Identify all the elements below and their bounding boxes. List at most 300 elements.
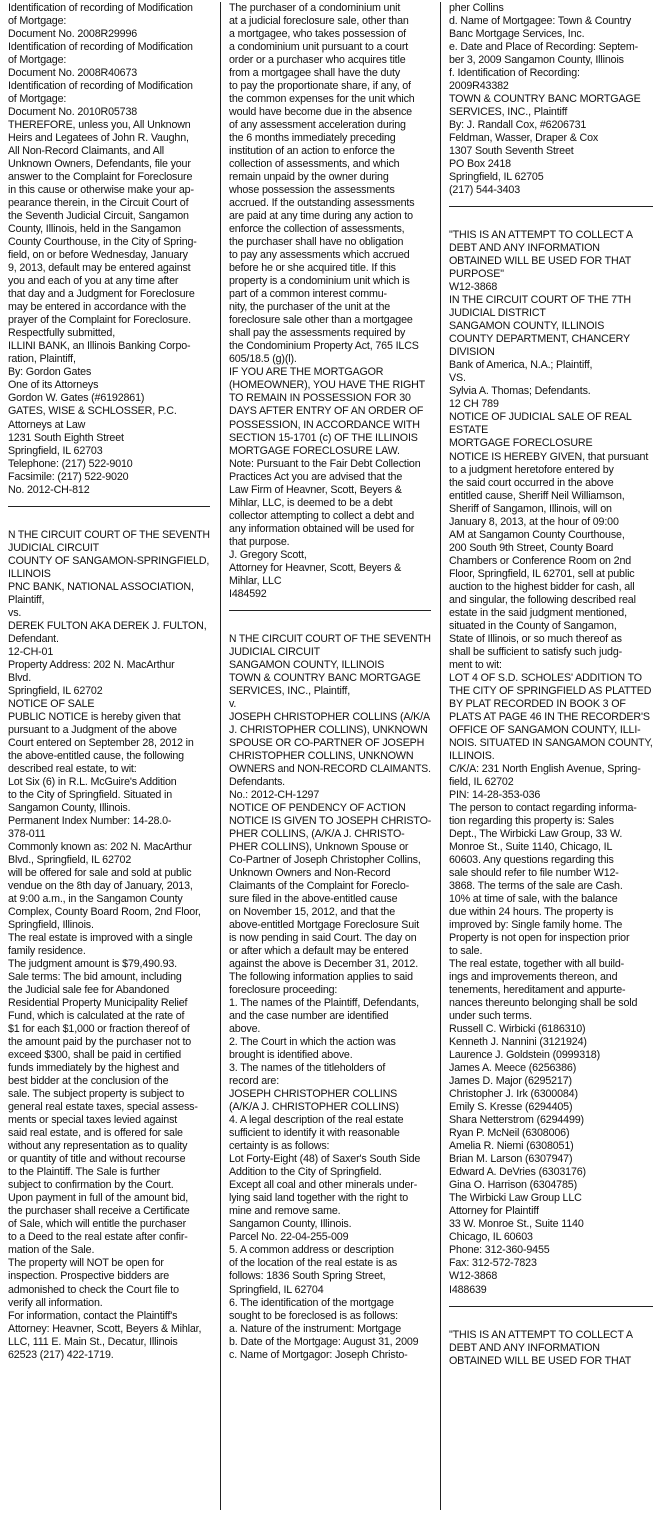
notice-line: (A/K/A J. CHRISTOPHER COLLINS) — [229, 1101, 399, 1114]
notice-line: whose possession the assessments — [229, 184, 395, 197]
notice-line: Document No. 2008R29996 — [8, 28, 138, 41]
notice-line: PUBLIC NOTICE is hereby given that — [8, 710, 181, 723]
notice-line: Attorney for Heavner, Scott, Beyers & — [229, 561, 402, 574]
notice-line: W12-3868 — [449, 281, 498, 294]
notice-line: field, on or before Wednesday, January — [8, 249, 188, 262]
notice-line: or after which a default may be entered — [229, 945, 409, 958]
notice-line: at 9:00 a.m., in the Sangamon County — [8, 893, 183, 906]
notice-line: enforce the collection of assessments, — [229, 223, 405, 236]
notice-line: Emily S. Kresse (6294405) — [449, 1101, 573, 1114]
notice-line: record are: — [229, 1075, 280, 1088]
notice-line: described real estate, to wit: — [8, 762, 137, 775]
notice-line: you and each of you at any time after — [8, 275, 179, 288]
notice-line: to pay the proportionate share, if any, of — [229, 80, 411, 93]
notice-line: at a judicial foreclosure sale, other than — [229, 15, 409, 28]
notice-line: nity, the purchaser of the unit at the — [229, 301, 391, 314]
notice-line: Permanent Index Number: 14-28.0- — [8, 814, 172, 827]
notice-line: without any representation as to quality — [8, 1140, 188, 1153]
notice-line: The real estate, together with all build- — [449, 958, 625, 971]
notice-line: 12 CH 789 — [449, 398, 499, 411]
notice-line: James D. Major (6295217) — [449, 1075, 572, 1088]
notice-line: funds immediately by the highest and — [8, 1062, 180, 1075]
notice-line: LLC, 111 E. Main St., Decatur, Illinois — [8, 1335, 178, 1348]
notice-line: The person to contact regarding informa- — [449, 801, 637, 814]
notice-line: improved by: Single family home. The — [449, 919, 623, 932]
notice-line: Springfield, Illinois. — [8, 919, 94, 932]
notice-line: are paid at any time during any action to — [229, 210, 413, 223]
notice-line: JOSEPH CHRISTOPHER COLLINS (A/K/A — [229, 710, 430, 723]
notice-line: Identification of recording of Modification — [8, 41, 193, 54]
notice-line: the purchaser shall have no obligation — [229, 236, 404, 249]
notice-line: to the City of Springfield. Situated in — [8, 788, 173, 801]
legal-notice — [229, 633, 431, 1362]
notice-line: said real estate, and is offered for sale — [8, 1127, 183, 1140]
notice-line: N THE CIRCUIT COURT OF THE SEVENTH — [8, 528, 210, 541]
notice-line: Chambers or Conference Room on 2nd — [449, 554, 632, 567]
notice-line: Sangamon County, Illinois. — [229, 1218, 352, 1231]
notice-line: or quantity of title and without recourse — [8, 1153, 186, 1166]
notice-line: verify all information. — [8, 1296, 103, 1309]
column-3 — [449, 2, 653, 1510]
notice-line: property is a condominium unit which is — [229, 275, 410, 288]
notice-separator — [8, 506, 210, 507]
notice-line: 10% at time of sale, with the balance — [449, 893, 618, 906]
notice-line: Except all coal and other minerals under- — [229, 1179, 418, 1192]
notice-line: sure filed in the above-entitled cause — [229, 893, 398, 906]
notice-line: of Mortgage: — [8, 15, 67, 28]
notice-line: c. Name of Mortgagor: Joseph Christo- — [229, 1348, 408, 1361]
notice-line: in this cause or otherwise make your ap- — [8, 184, 194, 197]
notice-line: estate in the said judgment mentioned, — [449, 606, 627, 619]
notice-line: SPOUSE OR CO-PARTNER OF JOSEPH — [229, 736, 425, 749]
legal-notice — [449, 229, 653, 1296]
notice-line: COUNTY OF SANGAMON-SPRINGFIELD, — [8, 554, 210, 567]
notice-line: v. — [229, 697, 237, 710]
notice-line: the common expenses for the unit which — [229, 93, 415, 106]
notice-line: DEREK FULTON AKA DEREK J. FULTON, — [8, 619, 207, 632]
notice-line: Property is not open for inspection prior — [449, 932, 630, 945]
notice-line: sale. The subject property is subject to — [8, 1088, 185, 1101]
notice-line: NOTICE OF PENDENCY OF ACTION — [229, 801, 406, 814]
notice-line: Banc Mortgage Services, Inc. — [449, 28, 585, 41]
legal-notice — [8, 529, 210, 1362]
notice-line: PLATS AT PAGE 46 IN THE RECORDER'S — [449, 710, 650, 723]
notice-line: 1. The names of the Plaintiff, Defendants, — [229, 997, 419, 1010]
notice-line: DEBT AND ANY INFORMATION — [449, 242, 600, 255]
notice-line: PO Box 2418 — [449, 158, 511, 171]
notice-line: Sylvia A. Thomas; Defendants. — [449, 385, 591, 398]
notice-line: PIN: 14-28-353-036 — [449, 788, 541, 801]
notice-line: (217) 544-3403 — [449, 184, 520, 197]
notice-line: The Wirbicki Law Group LLC — [449, 1192, 582, 1205]
notice-line: SECTION 15-1701 (c) OF THE ILLINOIS — [229, 431, 418, 444]
notice-line: Amelia R. Niemi (6308051) — [449, 1140, 574, 1153]
notice-line: Facsimile: (217) 522-9020 — [8, 470, 129, 483]
notice-line: Shara Netterstrom (6294499) — [449, 1114, 584, 1127]
notice-line: Sheriff of Sangamon, Illinois, will on — [449, 502, 612, 515]
notice-line: Attorney for Plaintiff — [449, 1205, 539, 1218]
notice-line: exceed $300, shall be paid in certified — [8, 1049, 181, 1062]
notice-line: will be offered for sale and sold at public — [8, 867, 192, 879]
notice-line: Floor, Springfield, IL 62701, sell at public — [449, 567, 635, 580]
notice-line: By: J. Randall Cox, #6206731 — [449, 119, 587, 132]
notice-line: mation of the Sale. — [8, 1244, 95, 1257]
notice-line: b. Date of the Mortgage: August 31, 2009 — [229, 1335, 419, 1348]
notice-line: 33 W. Monroe St., Suite 1140 — [449, 1218, 584, 1231]
notice-line: Respectfully submitted, — [8, 327, 116, 340]
notice-line: 2. The Court in which the action was — [229, 1036, 396, 1049]
notice-line: Springfield, IL 62705 — [449, 171, 544, 184]
notice-line: Sale terms: The bid amount, including — [8, 971, 182, 984]
notice-line: 1307 South Seventh Street — [449, 145, 574, 158]
notice-line: For information, contact the Plaintiff's — [8, 1309, 178, 1322]
notice-line: ILLINOIS. — [449, 749, 495, 762]
legal-notice — [449, 1329, 653, 1368]
notice-line: of Mortgage: — [8, 54, 67, 67]
notice-line: Complex, County Board Room, 2nd Floor, — [8, 906, 201, 919]
notice-line: subject to confirmation by the Court. — [8, 1179, 174, 1192]
notice-line: of any assessment acceleration during — [229, 119, 406, 132]
notice-line: ber 3, 2009 Sangamon County, Illinois — [449, 54, 624, 67]
notice-line: is now pending in said Court. The day on — [229, 932, 417, 945]
newspaper-legal-notices-page — [8, 2, 653, 1510]
notice-line: field, IL 62702 — [449, 775, 514, 788]
notice-line: of the location of the real estate is as — [229, 1257, 398, 1270]
notice-line: PHER COLLINS, (A/K/A J. CHRISTO- — [229, 827, 405, 840]
notice-line: Plaintiff, — [8, 593, 45, 606]
notice-line: JOSEPH CHRISTOPHER COLLINS — [229, 1088, 398, 1101]
notice-line: shall pay the assessments required by — [229, 327, 406, 340]
notice-line: and singular, the following described real — [449, 593, 636, 606]
notice-line: before he or she acquired title. If this — [229, 262, 396, 275]
notice-line: JUDICIAL CIRCUIT — [8, 541, 100, 554]
notice-line: C/K/A: 231 North English Avenue, Spring- — [449, 762, 641, 775]
notice-line: pursuant to a Judgment of the above — [8, 723, 177, 736]
notice-line: Document No. 2008R40673 — [8, 67, 138, 80]
notice-line: Fax: 312-572-7823 — [449, 1257, 537, 1270]
notice-line: THEREFORE, unless you, All Unknown — [8, 119, 191, 132]
notice-line: Defendants. — [229, 775, 285, 788]
notice-line: the said court occurred in the above — [449, 476, 614, 489]
notice-line: a mortgagee, who takes possession of — [229, 28, 406, 41]
notice-line: Lot Forty-Eight (48) of Saxer's South Side — [229, 1153, 421, 1166]
notice-line: Upon payment in full of the amount bid, — [8, 1192, 189, 1205]
notice-line: ration, Plaintiff, — [8, 353, 76, 366]
notice-line: inspection. Prospective bidders are — [8, 1270, 170, 1283]
notice-line: Document No. 2010R05738 — [8, 106, 138, 119]
notice-line: No. 2012-CH-812 — [8, 483, 90, 496]
notice-line: AM at Sangamon County Courthouse, — [449, 528, 625, 541]
notice-line: situated in the County of Sangamon, — [449, 619, 617, 632]
notice-line: auction to the highest bidder for cash, all — [449, 580, 635, 593]
notice-line: The real estate is improved with a single — [8, 932, 193, 945]
notice-line: answer to the Complaint for Foreclosure — [8, 171, 193, 184]
notice-line: ings and improvements thereon, and — [449, 971, 618, 984]
notice-line: One of its Attorneys — [8, 379, 99, 392]
notice-line: vendue on the 8th day of January, 2013, — [8, 880, 193, 893]
notice-line: JUDICIAL CIRCUIT — [229, 645, 321, 658]
notice-line: of Mortgage: — [8, 93, 67, 106]
notice-line: Attorneys at Law — [8, 418, 86, 431]
notice-line: James A. Meece (6256386) — [449, 1062, 577, 1075]
notice-line: SERVICES, INC., Plaintiff, — [229, 684, 351, 697]
notice-line: Edward A. DeVries (6303176) — [449, 1166, 586, 1179]
notice-line: County Courthouse, in the City of Spring- — [8, 236, 197, 249]
notice-line: NOTICE IS HEREBY GIVEN, that pursuant — [449, 450, 649, 463]
column-1 — [8, 2, 210, 1510]
notice-line: Parcel No. 22-04-255-009 — [229, 1231, 349, 1244]
notice-line: Co-Partner of Joseph Christopher Collins, — [229, 853, 421, 866]
notice-line: BY PLAT RECORDED IN BOOK 3 OF — [449, 697, 626, 710]
notice-line: admonished to check the Court file to — [8, 1283, 179, 1296]
notice-line: Gina O. Harrison (6304785) — [449, 1179, 577, 1192]
notice-line: e. Date and Place of Recording: Septem- — [449, 41, 639, 54]
notice-line: the Condominium Property Act, 765 ILCS — [229, 340, 419, 353]
notice-line: Attorney: Heavner, Scott, Beyers & Mihlar, — [8, 1322, 202, 1335]
notice-line: a. Nature of the instrument: Mortgage — [229, 1322, 402, 1335]
notice-line: 200 South 9th Street, County Board — [449, 541, 614, 554]
notice-line: accrued. If the outstanding assessments — [229, 197, 415, 210]
column-divider — [220, 2, 221, 1510]
notice-line: 9, 2013, default may be entered against — [8, 262, 191, 275]
notice-line: entitled cause, Sheriff Neil Williamson, — [449, 489, 625, 502]
notice-line: Ryan P. McNeil (6308006) — [449, 1127, 570, 1140]
notice-line: Law Firm of Heavner, Scott, Beyers & — [229, 483, 402, 496]
notice-line: Bank of America, N.A.; Plaintiff, — [449, 359, 593, 372]
notice-line: under such terms. — [449, 1010, 532, 1023]
notice-line: pher Collins — [449, 2, 504, 14]
notice-line: Commonly known as: 202 N. MacArthur — [8, 840, 192, 853]
notice-line: Feldman, Wasser, Draper & Cox — [449, 132, 599, 145]
notice-line: No.: 2012-CH-1297 — [229, 788, 320, 801]
notice-line: Blvd., Springfield, IL 62702 — [8, 853, 132, 866]
notice-line: All Non-Record Claimants, and All — [8, 145, 165, 158]
notice-line: Practices Act you are advised that the — [229, 470, 403, 483]
notice-line: Addition to the City of Springfield. — [229, 1166, 382, 1179]
notice-line: order or a purchaser who acquires title — [229, 54, 406, 67]
notice-line: prayer of the Complaint for Foreclosure. — [8, 314, 191, 327]
notice-line: Phone: 312-360-9455 — [449, 1244, 550, 1257]
notice-line: Residential Property Municipality Relief — [8, 997, 188, 1010]
notice-line: 3. The names of the titleholders of — [229, 1062, 386, 1075]
notice-line: PHER COLLINS), Unknown Spouse or — [229, 840, 409, 853]
notice-line: sufficient to identify it with reasonable — [229, 1127, 400, 1140]
notice-line: would have become due in the absence — [229, 106, 412, 119]
notice-line: SANGAMON COUNTY, ILLINOIS — [449, 320, 605, 333]
notice-line: of Sale, which will entitle the purchaser — [8, 1218, 187, 1231]
notice-line: from a mortgagee shall have the duty — [229, 67, 401, 80]
notice-line: any information obtained will be used for — [229, 522, 415, 535]
notice-line: MORTGAGE FORECLOSURE — [449, 437, 593, 450]
notice-separator — [449, 206, 653, 207]
notice-line: PNC BANK, NATIONAL ASSOCIATION, — [8, 580, 194, 593]
legal-notice — [449, 2, 653, 197]
notice-line: Gordon W. Gates (#6192861) — [8, 392, 145, 405]
notice-line: sought to be foreclosed is as follows: — [229, 1309, 398, 1322]
notice-line: Laurence J. Goldstein (0999318) — [449, 1049, 601, 1062]
notice-line: nances thereunto belonging shall be sold — [449, 997, 638, 1010]
notice-line: Mihlar, LLC, is deemed to be a debt — [229, 496, 393, 509]
notice-line: institution of an action to enforce the — [229, 145, 395, 158]
notice-line: (HOMEOWNER), YOU HAVE THE RIGHT — [229, 379, 426, 392]
notice-line: Dept., The Wirbicki Law Group, 33 W. — [449, 827, 623, 840]
notice-line: lying said land together with the right to — [229, 1192, 409, 1205]
notice-line: tenements, hereditament and appurte- — [449, 984, 626, 997]
column-2 — [229, 2, 431, 1510]
notice-line: the Judicial sale fee for Abandoned — [8, 984, 170, 997]
notice-line: to a Deed to the real estate after confir- — [8, 1231, 188, 1244]
notice-line: Chicago, IL 60603 — [449, 1231, 533, 1244]
notice-line: a condominium unit pursuant to a court — [229, 41, 409, 54]
notice-line: Christopher J. Irk (6300084) — [449, 1088, 578, 1101]
notice-line: COUNTY DEPARTMENT, CHANCERY — [449, 333, 631, 346]
notice-line: IF YOU ARE THE MORTGAGOR — [229, 366, 384, 379]
notice-line: Defendant. — [8, 632, 59, 645]
notice-line: DEBT AND ANY INFORMATION — [449, 1341, 600, 1354]
notice-line: Note: Pursuant to the Fair Debt Collection — [229, 457, 421, 470]
notice-line: SANGAMON COUNTY, ILLINOIS — [229, 658, 385, 671]
notice-line: the above-entitled cause, the following — [8, 749, 184, 762]
notice-line: 2009R43382 — [449, 80, 509, 93]
notice-line: on November 15, 2012, and that the — [229, 906, 396, 919]
notice-line: pearance therein, in the Circuit Court of — [8, 197, 189, 210]
notice-line: mine and remove same. — [229, 1205, 341, 1218]
notice-line: OBTAINED WILL BE USED FOR THAT — [449, 255, 632, 268]
notice-line: OWNERS and NON-RECORD CLAIMANTS. — [229, 762, 431, 775]
notice-line: part of a common interest commu- — [229, 288, 387, 301]
notice-line: to the Plaintiff. The Sale is further — [8, 1166, 161, 1179]
notice-separator — [449, 1306, 653, 1307]
notice-line: Identification of recording of Modification — [8, 2, 193, 14]
notice-line: d. Name of Mortgagee: Town & Country — [449, 15, 632, 28]
notice-line: ESTATE — [449, 424, 489, 437]
notice-line: NOTICE IS GIVEN TO JOSEPH CHRISTO- — [229, 814, 431, 827]
notice-line: ILLINI BANK, an Illinois Banking Corpo- — [8, 340, 191, 353]
notice-line: 1231 South Eighth Street — [8, 431, 124, 444]
notice-line: ILLINOIS — [8, 567, 51, 580]
notice-line: certainty is as follows: — [229, 1140, 330, 1153]
notice-line: The purchaser of a condominium unit — [229, 2, 401, 14]
notice-line: brought is identified above. — [229, 1049, 353, 1062]
notice-line: Identification of recording of Modification — [8, 80, 193, 93]
notice-line: JUDICIAL DISTRICT — [449, 307, 546, 320]
notice-line: may be entered in accordance with the — [8, 301, 187, 314]
notice-line: 62523 (217) 422-1719. — [8, 1348, 114, 1361]
notice-line: f. Identification of Recording: — [449, 67, 580, 80]
notice-line: Springfield, IL 62702 — [8, 684, 103, 697]
notice-line: best bidder at the conclusion of the — [8, 1075, 169, 1088]
notice-line: Springfield, IL 62704 — [229, 1283, 324, 1296]
notice-line: Unknown Owners, Defendants, file your — [8, 158, 191, 171]
notice-line: Kenneth J. Nannini (3121924) — [449, 1036, 587, 1049]
notice-line: Property Address: 202 N. MacArthur — [8, 658, 175, 671]
notice-line: TOWN & COUNTRY BANC MORTGAGE — [229, 671, 421, 684]
notice-line: 3868. The terms of the sale are Cash. — [449, 880, 623, 893]
notice-line: Russell C. Wirbicki (6186310) — [449, 1023, 586, 1036]
notice-line: collector attempting to collect a debt and — [229, 509, 415, 522]
notice-line: the 6 months immediately preceding — [229, 132, 396, 145]
notice-line: By: Gordon Gates — [8, 366, 92, 379]
notice-line: remain unpaid by the owner during — [229, 171, 389, 184]
notice-line: J. Gregory Scott, — [229, 548, 307, 561]
notice-line: Heirs and Legatees of John R. Vaughn, — [8, 132, 189, 145]
notice-line: 12-CH-01 — [8, 645, 54, 658]
notice-line: 378-011 — [8, 827, 46, 840]
notice-line: above. — [229, 1023, 261, 1036]
notice-line: The following information applies to said — [229, 971, 413, 984]
notice-line: above-entitled Mortgage Foreclosure Suit — [229, 919, 420, 932]
notice-line: DAYS AFTER ENTRY OF AN ORDER OF — [229, 405, 424, 418]
notice-line: foreclosure proceeding: — [229, 984, 338, 997]
notice-line: Brian M. Larson (6307947) — [449, 1153, 573, 1166]
notice-line: and the case number are identified — [229, 1010, 389, 1023]
notice-line: Telephone: (217) 522-9010 — [8, 457, 133, 470]
notice-line: follows: 1836 South Spring Street, — [229, 1270, 386, 1283]
notice-line: Court entered on September 28, 2012 in — [8, 736, 194, 749]
notice-line: OFFICE OF SANGAMON COUNTY, ILLI- — [449, 723, 641, 736]
notice-line: against the above is December 31, 2012. — [229, 958, 419, 971]
notice-line: POSSESSION, IN ACCORDANCE WITH — [229, 418, 420, 431]
notice-line: due within 24 hours. The property is — [449, 906, 614, 919]
notice-line: The judgment amount is $79,490.93. — [8, 958, 177, 971]
notice-line: SERVICES, INC., Plaintiff — [449, 106, 568, 119]
notice-line: the amount paid by the purchaser not to — [8, 1036, 192, 1049]
notice-line: NOTICE OF JUDICIAL SALE OF REAL — [449, 411, 632, 424]
notice-line: "THIS IS AN ATTEMPT TO COLLECT A — [449, 1328, 633, 1341]
notice-line: NOTICE OF SALE — [8, 697, 95, 710]
column-divider — [440, 2, 441, 1510]
notice-line: The property will NOT be open for — [8, 1257, 164, 1270]
notice-line: TOWN & COUNTRY BANC MORTGAGE — [449, 93, 641, 106]
legal-notice — [8, 2, 210, 497]
notice-line: sale should refer to file number W12- — [449, 867, 619, 879]
notice-line: IN THE CIRCUIT COURT OF THE 7TH — [449, 294, 632, 307]
notice-line: shall be sufficient to satisfy such judg- — [449, 645, 623, 658]
notice-line: W12-3868 — [449, 1270, 498, 1283]
notice-line: that day and a Judgment for Foreclosure — [8, 288, 195, 301]
notice-line: ments or special taxes levied against — [8, 1114, 178, 1127]
notice-line: Mihlar, LLC — [229, 574, 282, 587]
notice-line: Sangamon County, Illinois. — [8, 801, 131, 814]
legal-notice — [229, 2, 431, 601]
notice-line: 605/18.5 (g)(l). — [229, 353, 297, 366]
notice-line: Claimants of the Complaint for Foreclo- — [229, 880, 410, 893]
notice-line: MORTGAGE FORECLOSURE LAW. — [229, 444, 400, 457]
notice-line: 60603. Any questions regarding this — [449, 853, 614, 866]
notice-line: THE CITY OF SPRINGFIELD AS PLATTED — [449, 684, 652, 697]
notice-line: to sale. — [449, 945, 483, 958]
notice-separator — [229, 610, 431, 611]
notice-line: GATES, WISE & SCHLOSSER, P.C. — [8, 405, 177, 418]
notice-line: DIVISION — [449, 346, 495, 359]
notice-line: 4. A legal description of the real estate — [229, 1114, 404, 1127]
notice-line: Springfield, IL 62703 — [8, 444, 103, 457]
notice-line: the purchaser shall receive a Certificate — [8, 1205, 190, 1218]
notice-line: "THIS IS AN ATTEMPT TO COLLECT A — [449, 229, 633, 242]
notice-line: County, Illinois, held in the Sangamon — [8, 223, 181, 236]
notice-line: Lot Six (6) in R.L. McGuire's Addition — [8, 775, 177, 788]
notice-line: VS. — [449, 372, 466, 385]
notice-line: general real estate taxes, special assess- — [8, 1101, 198, 1114]
notice-line: to pay any assessments which accrued — [229, 249, 410, 262]
notice-line: $1 for each $1,000 or fraction thereof of — [8, 1023, 190, 1036]
notice-line: vs. — [8, 606, 22, 619]
notice-line: 6. The identification of the mortgage — [229, 1296, 394, 1309]
notice-line: TO REMAIN IN POSSESSION FOR 30 — [229, 392, 411, 405]
notice-line: Monroe St., Suite 1140, Chicago, IL — [449, 840, 613, 853]
notice-line: N THE CIRCUIT COURT OF THE SEVENTH — [229, 632, 431, 645]
notice-line: Unknown Owners and Non-Record — [229, 867, 391, 879]
